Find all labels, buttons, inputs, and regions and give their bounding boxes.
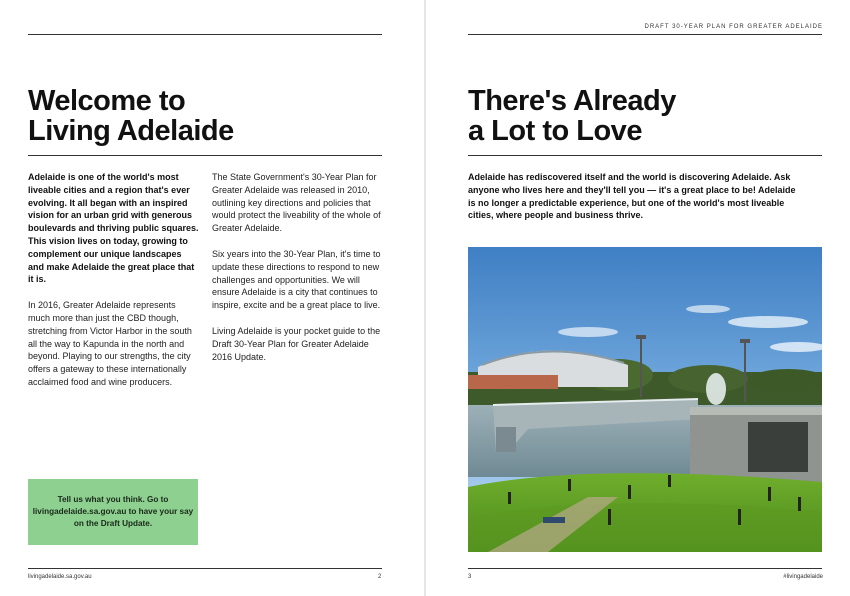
title-rule-left [28,155,382,156]
right-page-title: There's Already a Lot to Love [468,85,676,147]
page-number-right: 3 [468,574,472,580]
feedback-callout-box [28,479,198,545]
photo-illustration [468,247,822,552]
footer-url: livingadelaide.sa.gov.au [28,574,92,580]
left-page [0,0,424,596]
intro-paragraph: Adelaide is one of the world's most liveable cities and a region that's ever evolving. It all began with an inspired vision for an urban grid with generous boulevards and thriving public squares. This vision lives on today, growing to complement our unique landscapes and make Adelaide the great place that it is. [28,172,199,285]
left-column-1 [28,171,200,402]
left-column-2 [212,171,384,376]
running-head: DRAFT 30-YEAR PLAN FOR GREATER ADELAIDE [644,24,823,30]
body-paragraph: In 2016, Greater Adelaide represents much more than just the CBD though, stretching from Victor Harbor in the south all the way to Kapunda in the north and beyond. Playing to our strengths, the city offers a gateway to these internationally acclaimed food and wine producers. [28,300,192,387]
feedback-callout-text: Tell us what you think. Go to livingadelaide.sa.gov.au to have your say on the Draft Update. [32,495,194,528]
body-paragraph: Six years into the 30-Year Plan, it's time to update these directions to respond to new challenges and opportunities. We will ensure Adelaide is a city that continues to inspire, excite and be a great place to live. [212,248,381,311]
right-intro-paragraph: Adelaide has rediscovered itself and the world is discovering Adelaide. Ask anyone who lives here and they'll tell you — it's a great place to be! Adelaide is no longer a predictable experience, but one of the world's most liveable cities, where people and business thrive. [468,172,796,221]
top-rule-right [468,34,822,35]
footer-rule-left [28,568,382,569]
title-rule-right [468,155,822,156]
footer-hashtag: #livingadelaide [783,574,823,580]
adelaide-photo [468,247,822,552]
left-page-title: Welcome to Living Adelaide [28,85,234,147]
body-paragraph: Living Adelaide is your pocket guide to the Draft 30-Year Plan for Greater Adelaide 2016 Update. [212,325,381,362]
top-rule-left [28,34,382,35]
footer-rule-right [468,568,822,569]
body-paragraph: The State Government's 30-Year Plan for Greater Adelaide was released in 2010, outlining key directions and policies that would protect the liveability of the whole of Greater Adelaide. [212,172,381,234]
page-number-left: 2 [378,574,382,580]
